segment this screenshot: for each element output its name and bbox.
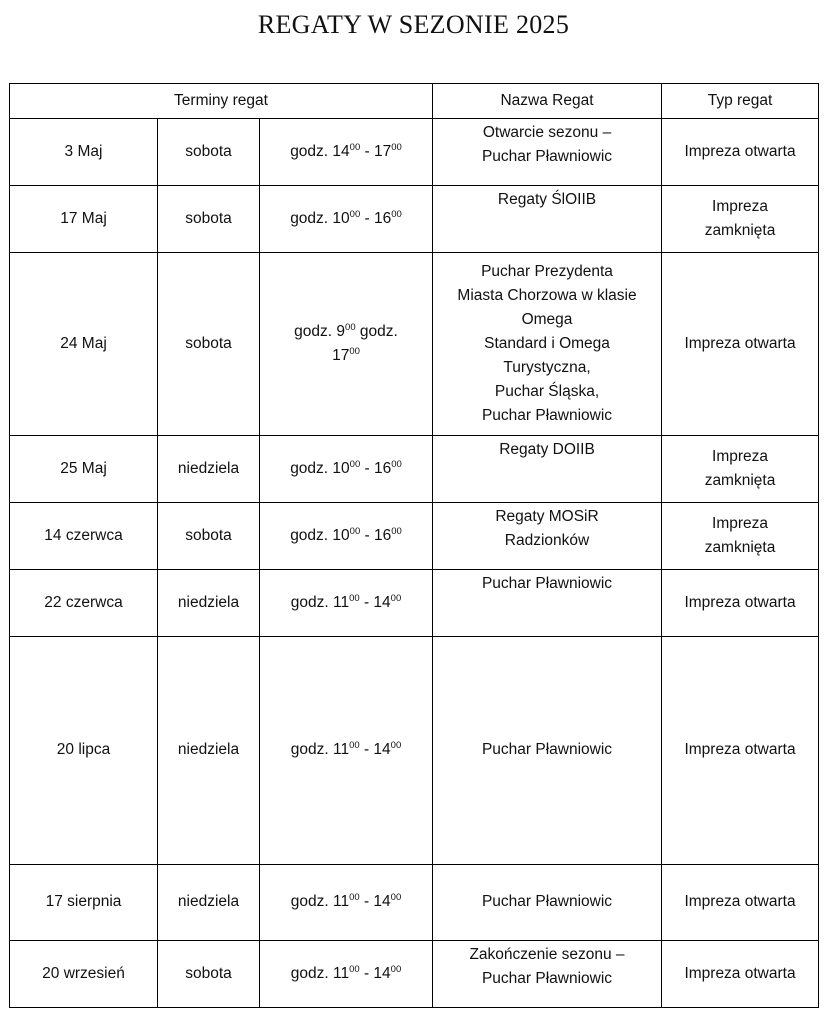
time-cell (260, 186, 433, 253)
weekday-text: niedziela (177, 893, 240, 911)
event-type: Impreza otwarta (684, 334, 796, 352)
table-row (10, 570, 819, 637)
regatta-schedule-table (9, 83, 819, 1008)
table-row (10, 503, 819, 570)
time-end: - 14 (359, 964, 391, 982)
time-cell (260, 253, 433, 436)
weekday-cell (158, 436, 260, 503)
weekday-text: niedziela (177, 741, 240, 759)
time-end: - 16 (360, 526, 392, 544)
weekday-cell (158, 119, 260, 186)
time-end: - 14 (359, 893, 391, 911)
time-end: - 16 (360, 209, 392, 227)
time-end: godz. 17 (332, 322, 398, 364)
table-row (10, 119, 819, 186)
event-type: Impreza zamknięta (704, 447, 776, 489)
event-type-cell (662, 637, 819, 865)
event-type-cell (662, 941, 819, 1008)
weekday-cell (158, 637, 260, 865)
regatta-name: Puchar Prezydenta Miasta Chorzowa w klasie Omega Standard i Omega Turystyczna, Puchar Śląska, Puchar Pławniowic (457, 262, 637, 425)
date-text: 3 Maj (64, 142, 103, 160)
date-text: 25 Maj (60, 459, 107, 477)
weekday-text: niedziela (177, 459, 240, 477)
date-cell (10, 503, 158, 570)
regatta-name-cell (433, 253, 662, 436)
table-header-row (10, 84, 819, 119)
date-text: 14 czerwca (44, 526, 123, 544)
time-start: godz. 11 (290, 893, 350, 911)
time-cell (260, 865, 433, 941)
table-row (10, 637, 819, 865)
time-end-minutes: 00 (390, 592, 402, 604)
regatta-name: Puchar Pławniowic (481, 741, 613, 759)
time-start: godz. 10 (290, 209, 350, 227)
event-type-cell (662, 865, 819, 941)
weekday-cell (158, 570, 260, 637)
time-cell (260, 436, 433, 503)
table-row (10, 253, 819, 436)
time-start-minutes: 00 (349, 141, 361, 153)
time-start: godz. 9 (294, 322, 346, 340)
table-row (10, 865, 819, 941)
regatta-name-cell (433, 570, 662, 637)
date-text: 17 sierpnia (45, 893, 122, 911)
event-type: Impreza otwarta (684, 593, 796, 611)
event-type-cell (662, 503, 819, 570)
time-start: godz. 10 (290, 459, 350, 477)
event-type: Impreza otwarta (684, 741, 796, 759)
time-end-minutes: 00 (391, 458, 402, 470)
time-start-minutes: 00 (349, 963, 360, 975)
regatta-name-cell (433, 503, 662, 570)
regatta-name: Puchar Pławniowic (481, 575, 613, 592)
regatta-name-cell (433, 186, 662, 253)
event-type: Impreza otwarta (684, 964, 796, 982)
time-start-minutes: 00 (349, 592, 360, 604)
regatta-name: Otwarcie sezonu – Puchar Pławniowic (481, 124, 613, 166)
time-start-minutes: 00 (349, 458, 361, 470)
regatta-name-cell (433, 637, 662, 865)
date-cell (10, 253, 158, 436)
event-type: Impreza otwarta (684, 893, 796, 911)
date-text: 20 lipca (56, 741, 111, 759)
date-text: 20 wrzesień (42, 964, 125, 982)
date-cell (10, 637, 158, 865)
time-start: godz. 11 (290, 593, 350, 611)
time-end-minutes: 00 (349, 346, 360, 357)
regatta-name-cell (433, 865, 662, 941)
time-start: godz. 14 (290, 142, 350, 160)
time-start-minutes: 00 (349, 525, 361, 537)
weekday-text: sobota (185, 209, 232, 227)
regatta-name-cell (433, 119, 662, 186)
regatta-name-cell (433, 941, 662, 1008)
event-type-cell (662, 570, 819, 637)
weekday-cell (158, 865, 260, 941)
time-start-minutes: 00 (349, 208, 361, 220)
regatta-name: Puchar Pławniowic (481, 893, 613, 911)
regatta-name: Regaty MOSiR Radzionków (495, 508, 599, 550)
weekday-cell (158, 941, 260, 1008)
weekday-cell (158, 186, 260, 253)
time-end: - 14 (359, 741, 391, 759)
time-start-minutes: 00 (345, 321, 356, 333)
header-terms: Terminy regat (10, 84, 433, 119)
time-end-minutes: 00 (391, 141, 402, 153)
time-end: - 14 (359, 593, 391, 611)
weekday-text: sobota (185, 964, 232, 982)
time-end-minutes: 00 (390, 740, 402, 752)
date-cell (10, 186, 158, 253)
regatta-name-cell (433, 436, 662, 503)
weekday-cell (158, 253, 260, 436)
time-start-minutes: 00 (349, 892, 360, 904)
time-end: - 17 (360, 142, 392, 160)
time-cell (260, 503, 433, 570)
time-end-minutes: 00 (391, 208, 402, 220)
regatta-name: Zakończenie sezonu – Puchar Pławniowic (469, 946, 625, 988)
time-start: godz. 10 (290, 526, 350, 544)
time-start: godz. 11 (290, 964, 350, 982)
date-text: 24 Maj (60, 334, 107, 352)
time-end: - 16 (360, 459, 392, 477)
time-cell (260, 941, 433, 1008)
date-cell (10, 436, 158, 503)
header-type: Typ regat (662, 84, 819, 119)
time-end-minutes: 00 (390, 963, 402, 975)
header-name: Nazwa Regat (433, 84, 662, 119)
weekday-text: sobota (185, 142, 232, 160)
event-type: Impreza otwarta (684, 142, 796, 160)
weekday-text: niedziela (177, 593, 240, 611)
page-title: REGATY W SEZONIE 2025 (257, 10, 570, 39)
date-cell (10, 865, 158, 941)
time-cell (260, 570, 433, 637)
event-type: Impreza zamknięta (704, 197, 776, 239)
table-row (10, 941, 819, 1008)
time-end-minutes: 00 (390, 892, 402, 904)
regatta-name: Regaty ŚlOIIB (497, 191, 597, 208)
event-type-cell (662, 186, 819, 253)
date-cell (10, 119, 158, 186)
time-cell (260, 119, 433, 186)
event-type: Impreza zamknięta (704, 514, 776, 556)
regatta-name: Regaty DOIIB (499, 441, 595, 458)
event-type-cell (662, 253, 819, 436)
event-type-cell (662, 119, 819, 186)
weekday-cell (158, 503, 260, 570)
date-text: 17 Maj (60, 209, 107, 227)
time-end-minutes: 00 (391, 525, 402, 537)
time-start: godz. 11 (290, 741, 350, 759)
table-row (10, 186, 819, 253)
date-text: 22 czerwca (44, 593, 123, 611)
weekday-text: sobota (185, 334, 232, 352)
weekday-text: sobota (185, 526, 232, 544)
date-cell (10, 570, 158, 637)
event-type-cell (662, 436, 819, 503)
time-cell (260, 637, 433, 865)
time-start-minutes: 00 (349, 740, 360, 752)
date-cell (10, 941, 158, 1008)
table-row (10, 436, 819, 503)
